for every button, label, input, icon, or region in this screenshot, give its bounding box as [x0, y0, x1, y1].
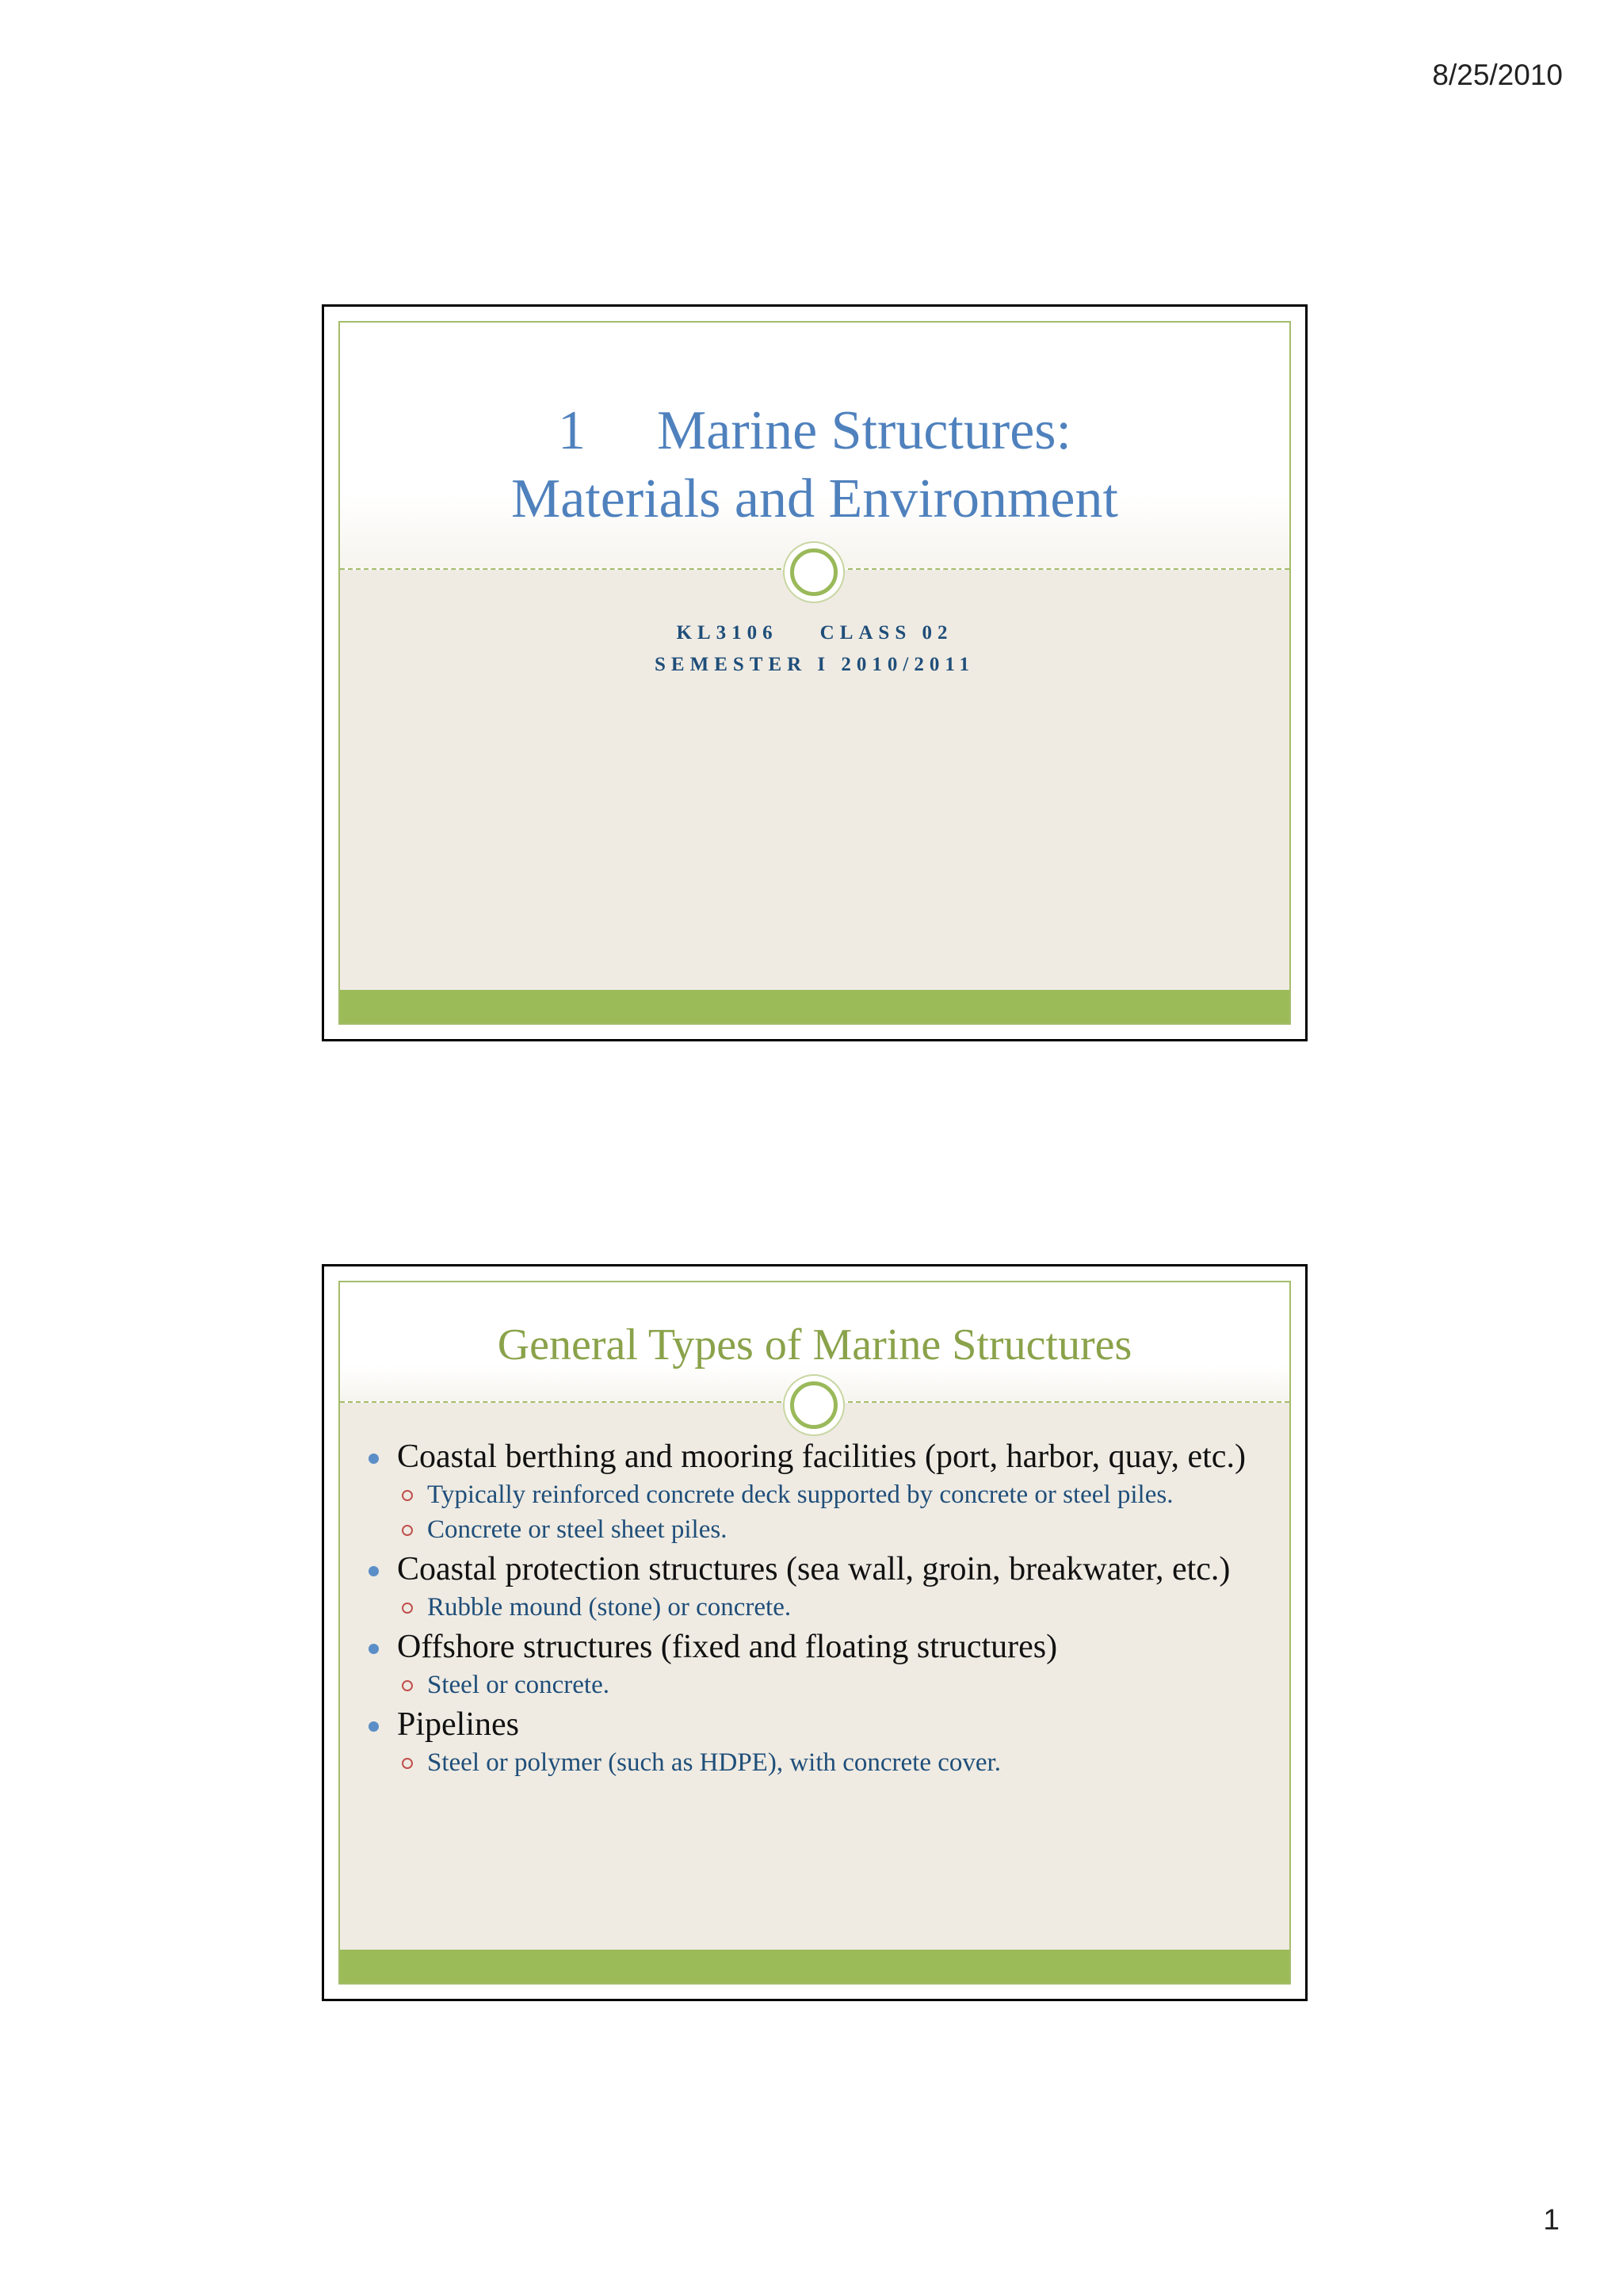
filled-circle-bullet-icon: [369, 1721, 379, 1732]
sub-bullet-list: [364, 1593, 1258, 1622]
slide-2-bullet-list: [364, 1433, 1258, 1783]
slide-2-content-area: [338, 1281, 1291, 1985]
slide-2-footer-bar: [340, 1950, 1289, 1983]
filled-circle-bullet-icon: [369, 1566, 379, 1576]
sub-bullet-item: [364, 1671, 1258, 1699]
bullet-item: [364, 1438, 1258, 1476]
bullet-text: Coastal berthing and mooring facilities (port, harbor, quay, etc.): [397, 1438, 1246, 1475]
sub-bullet-item: [364, 1748, 1258, 1777]
slide-1-title-line-1: [340, 397, 1289, 465]
sub-bullet-text: Rubble mound (stone) or concrete.: [427, 1593, 792, 1622]
slide-1-title-line-1-text: Marine Structures:: [657, 400, 1071, 461]
sub-bullet-text: Typically reinforced concrete deck supported by concrete or steel piles.: [427, 1480, 1174, 1509]
sub-bullet-text: Steel or concrete.: [427, 1671, 609, 1699]
bullet-item: [364, 1550, 1258, 1588]
sub-bullet-text: Concrete or steel sheet piles.: [427, 1515, 727, 1544]
bullet-text: Offshore structures (fixed and floating structures): [397, 1629, 1058, 1665]
hollow-circle-bullet-icon: [402, 1490, 413, 1501]
filled-circle-bullet-icon: [369, 1644, 379, 1654]
hollow-circle-bullet-icon: [402, 1758, 413, 1769]
filled-circle-bullet-icon: [369, 1454, 379, 1464]
slide-2-title: General Types of Marine Structures: [497, 1320, 1132, 1370]
slide-1-subtitle-line-2: SEMESTER I 2010/2011: [655, 654, 975, 675]
bullet-item: [364, 1628, 1258, 1666]
sub-bullet-list: [364, 1748, 1258, 1777]
sub-bullet-item: [364, 1515, 1258, 1544]
slide-1: [322, 304, 1308, 1041]
hollow-circle-bullet-icon: [402, 1525, 413, 1536]
bullet-item: [364, 1706, 1258, 1744]
slide-1-subtitle-line-1: KL3106 CLASS 02: [676, 622, 953, 644]
page-number: 1: [1543, 2203, 1560, 2236]
slide-1-content-area: [338, 321, 1291, 1025]
bullet-text: Pipelines: [397, 1706, 519, 1743]
ring-ornament-icon: [790, 548, 838, 596]
sub-bullet-item: [364, 1480, 1258, 1509]
slide-1-subtitle: [340, 617, 1289, 681]
slide-1-title-number: 1: [558, 400, 586, 461]
bullet-text: Coastal protection structures (sea wall, groin, breakwater, etc.): [397, 1551, 1231, 1587]
ring-ornament-icon: [790, 1381, 838, 1429]
sub-bullet-list: [364, 1671, 1258, 1699]
slide-1-footer-bar: [340, 990, 1289, 1023]
slide-1-title-area: [340, 323, 1289, 570]
slide-2: [322, 1264, 1308, 2001]
slide-1-title-line-2: Materials and Environment: [511, 468, 1118, 529]
hollow-circle-bullet-icon: [402, 1603, 413, 1614]
hollow-circle-bullet-icon: [402, 1680, 413, 1691]
sub-bullet-item: [364, 1593, 1258, 1622]
sub-bullet-list: [364, 1480, 1258, 1544]
sub-bullet-text: Steel or polymer (such as HDPE), with concrete cover.: [427, 1748, 1001, 1777]
page-date: 8/25/2010: [1432, 59, 1563, 91]
slide-1-title: [340, 397, 1289, 533]
